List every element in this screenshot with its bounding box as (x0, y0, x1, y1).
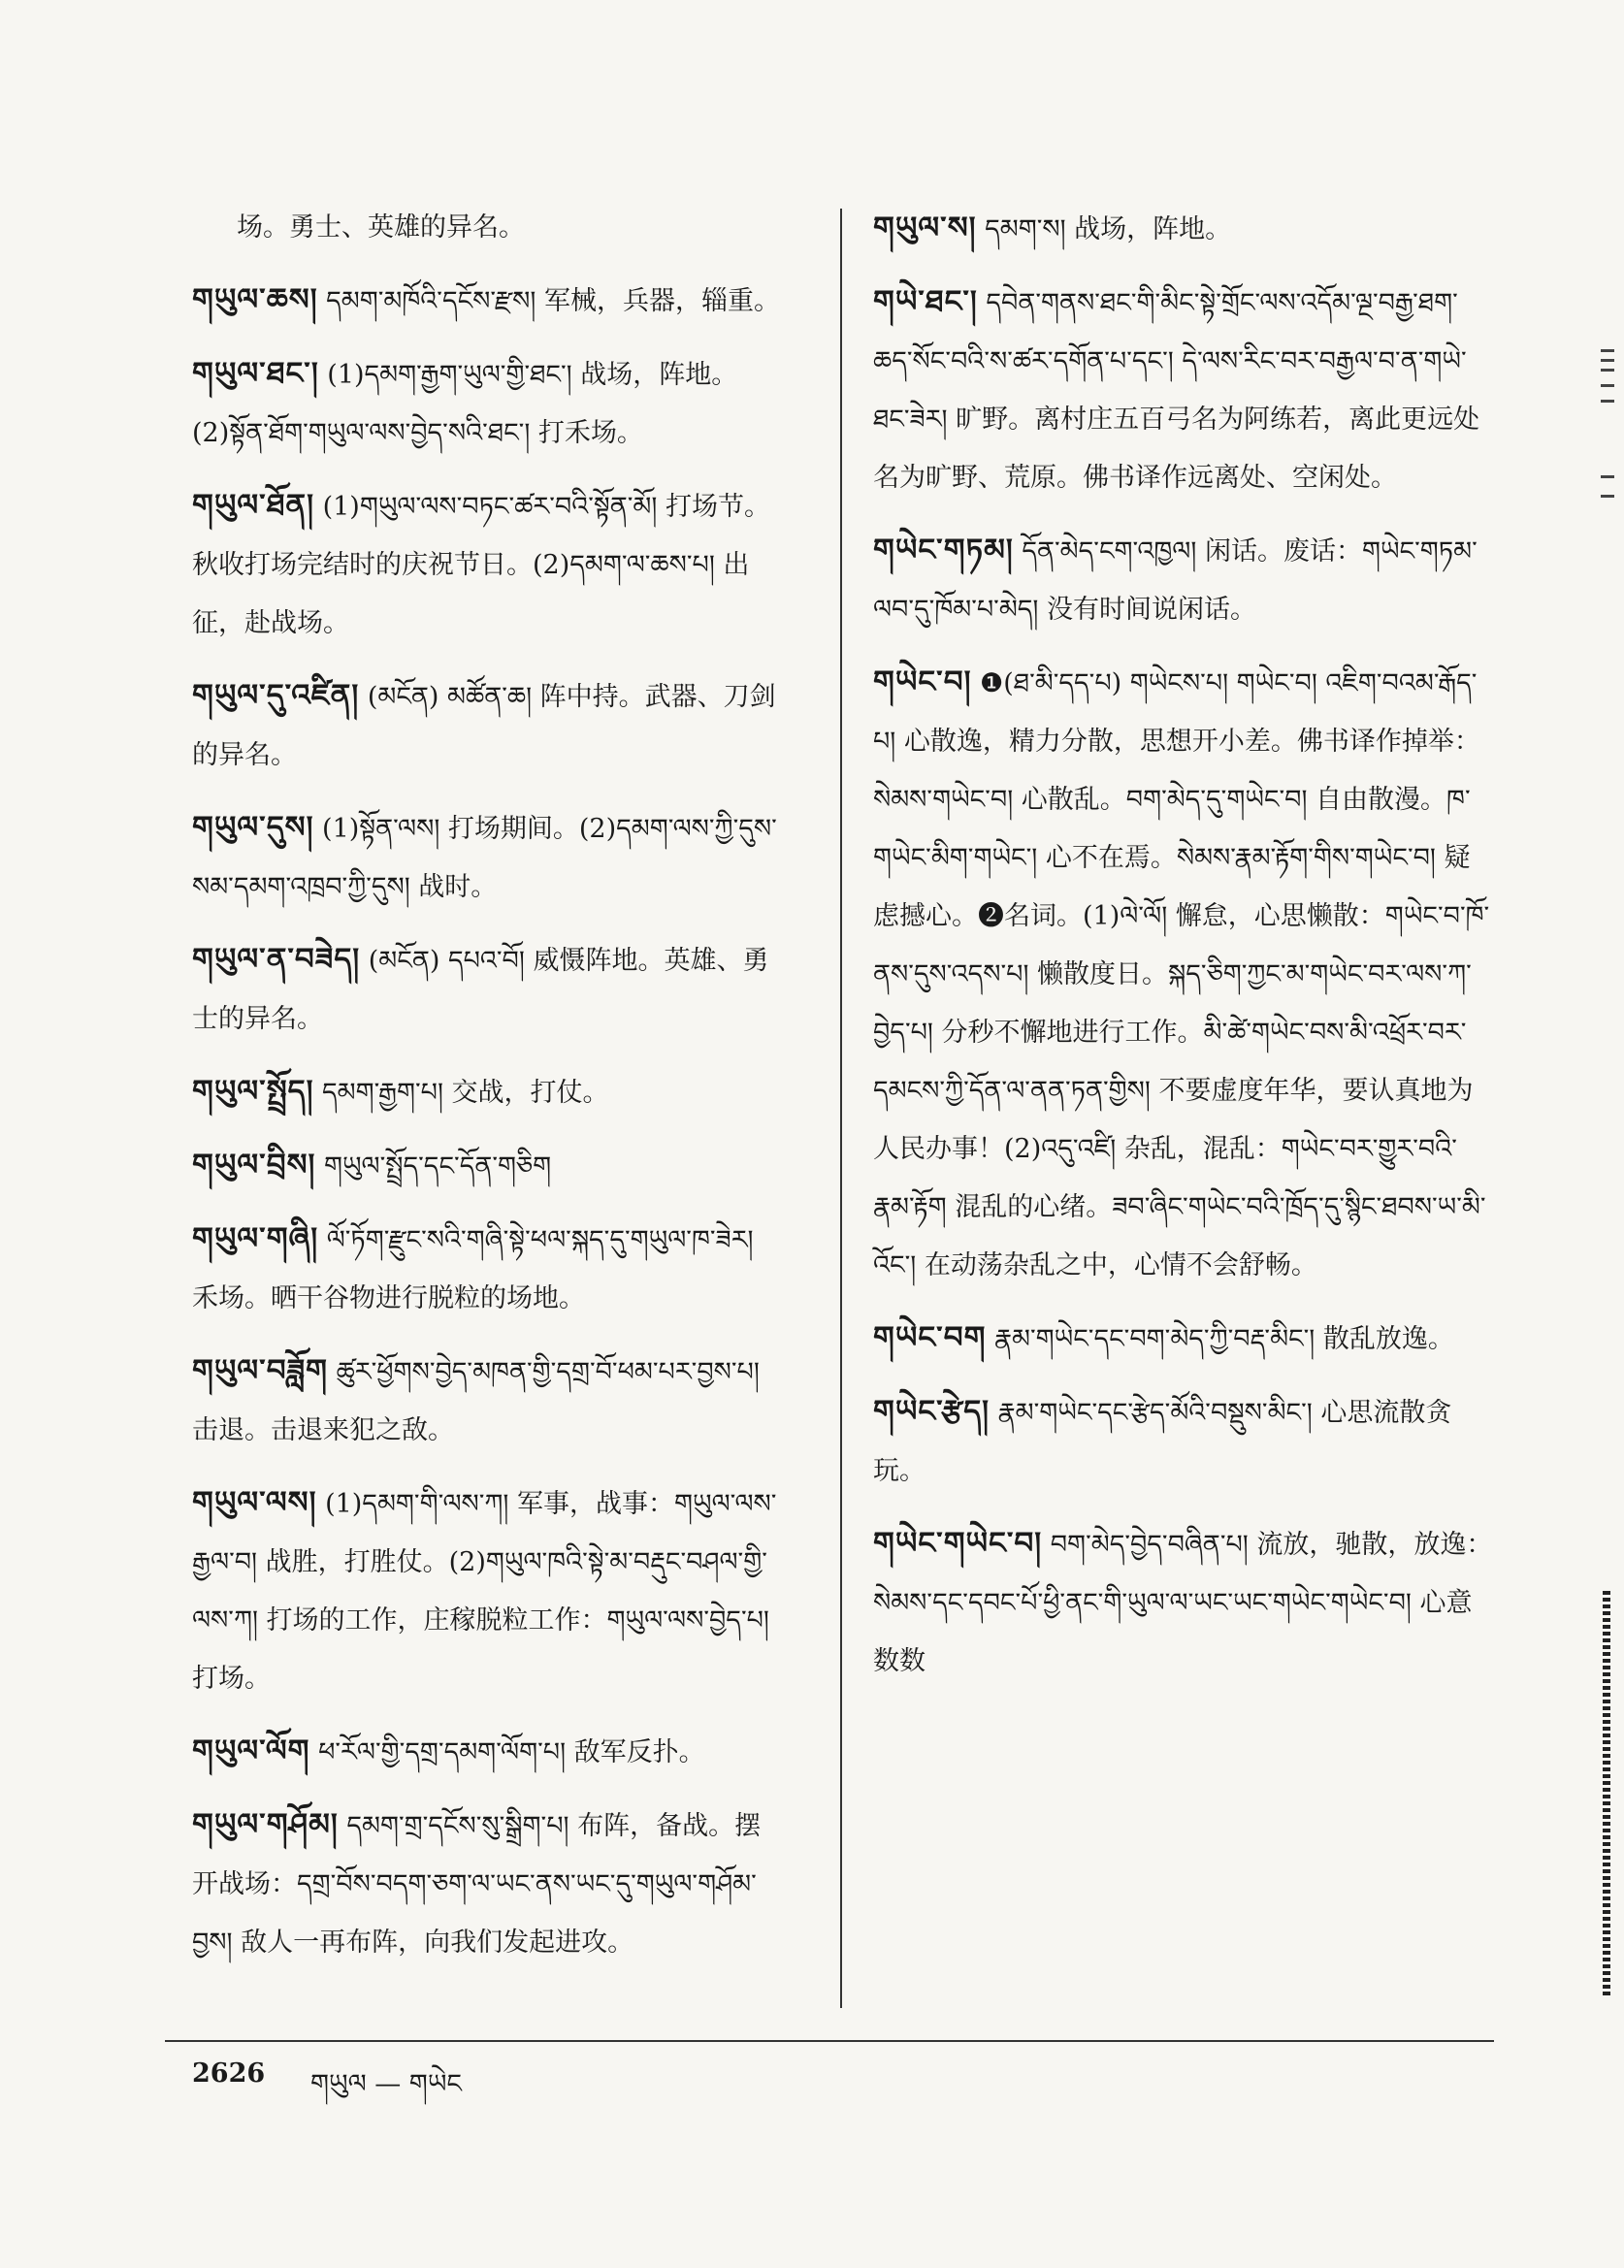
headword: གཡུལ་ཐོན། (192, 488, 314, 523)
dictionary-entry (873, 521, 1494, 639)
entry-text: (1)དམག་རྒྱག་ཡུལ་གྱི་ཐང་། 战场，阵地。(2)སྟོན་ཐོག་གཡུལ་ལས་བྱེད་སའི་ཐང་། 打禾场。 (192, 360, 738, 448)
right-column (873, 199, 1494, 1704)
left-column (192, 199, 784, 1986)
entry-text: དམག་མཁོའི་དངོས་རྫས། 军械，兵器，辎重。 (326, 286, 780, 316)
dictionary-entry (192, 1722, 784, 1782)
entry-text: དམག་རྒྱག་པ། 交战，打仗。 (322, 1078, 609, 1108)
column-divider (840, 209, 842, 2008)
headword: གཡུལ་གཤོམ། (192, 1807, 339, 1842)
headword: གཡུལ་སྤྲོད། (192, 1074, 314, 1109)
headword: གཡུལ་ཆས། (192, 282, 318, 317)
dictionary-entry (192, 271, 784, 331)
headword: གཡུལ་ན་བཟེད། (192, 942, 361, 977)
margin-ticks (1601, 349, 1614, 1998)
dictionary-entry (192, 798, 784, 917)
entry-text: གཡུལ་སྤྲོད་དང་དོན་གཅིག (323, 1151, 552, 1182)
dictionary-entry (192, 1796, 784, 1972)
headword: གཡུལ་བཟློག (192, 1353, 328, 1388)
entry-text: ཚུར་ཕྱོགས་བྱེད་མཁན་གྱི་དགྲ་བོ་ཕམ་པར་བྱས་པ། 击退。击退来犯之敌。 (192, 1357, 760, 1445)
footer-rule (165, 2040, 1494, 2042)
dictionary-entry (873, 653, 1494, 1295)
headword: གཡུལ་དུས། (192, 810, 314, 845)
entry-text: དབེན་གནས་ཐང་གི་མིང་སྟེ་གྲོང་ལས་འདོམ་ལྔ་བརྒྱ་ཐག་ཆད་སོང་བའི་ས་ཚར་དགོན་པ་དང་། དེ་ལས་རིང་བར་བརྒྱལ་བ་ན་གཡེ་ཐང་ཟེར། 旷野。离村庄五百弓名为阿练若，离此更远处名为旷野、荒原。佛书译作远离处、空闲处。 (873, 288, 1480, 493)
dictionary-entry (192, 1342, 784, 1460)
headword: གཡེང་རྩེད། (873, 1394, 991, 1429)
entry-text: ལོ་ཏོག་རྫུང་སའི་གཞི་སྟེ་ཕལ་སྐད་དུ་གཡུལ་ཁ་ཟེར། 禾场。晒干谷物进行脱粒的场地。 (192, 1225, 754, 1313)
entry-text: (1)སྟོན་ལས། 打场期间。(2)དམག་ལས་ཀྱི་དུས་སམ་དམག་འཁྲབ་ཀྱི་དུས། 战时。 (192, 814, 777, 902)
page-range: གཡུལ — གཡེང (310, 2069, 462, 2099)
entry-text: (1)གཡུལ་ལས་བཏང་ཚར་བའི་སྟོན་མོ། 打场节。秋收打场完结时的庆祝节日。(2)དམག་ལ་ཆས་པ། 出征，赴战场。 (192, 492, 770, 638)
entry-continuation (192, 199, 784, 257)
headword: གཡུལ་བྲིས། (192, 1148, 316, 1183)
dictionary-entry (192, 344, 784, 463)
entry-text: ཕ་རོལ་གྱི་དགྲ་དམག་ལོག་པ། 敌军反扑。 (318, 1737, 705, 1767)
headword: གཡེང་བ། (873, 664, 972, 699)
entry-text: (མངོན) མཚོན་ཆ། 阵中持。武器、刀剑的异名。 (192, 682, 776, 770)
dictionary-entry (873, 199, 1494, 259)
entry-text: བག་མེད་བྱེད་བཞིན་པ། 流放，驰散，放逸：སེམས་དང་དབང་པོ་ཕྱི་ནང་གི་ཡུལ་ལ་ཡང་ཡང་གཡེང་གཡེང་བ། 心意数数 (873, 1530, 1493, 1676)
entry-text: (1)དམག་གི་ལས་ཀ། 军事，战事：གཡུལ་ལས་རྒྱལ་བ། 战胜，打胜仗。(2)གཡུལ་ཁའི་སྟེ་མ་བརྡུང་བཤལ་གྱི་ལས་ཀ། 打场的工作，庄稼脱粒工作：གཡུལ་ལས་བྱེད་པ། 打场。 (192, 1489, 777, 1694)
entry-text: དམག་གྲ་དངོས་སུ་སྒྲིག་པ། 布阵，备战。摆开战场：དགྲ་བོས་བདག་ཅག་ལ་ཡང་ནས་ཡང་དུ་གཡུལ་གཤོམ་བྱས། 敌人一再布阵，向我们发起进攻。 (192, 1811, 762, 1958)
headword: གཡེ་ཐང་། (873, 284, 978, 319)
entry-text: ❶(ཐ་མི་དད་པ) གཡེངས་པ། གཡེང་བ། འཇིག་བའམ་རྒོད་པ། 心散逸，精力分散，思想开小差。佛书译作掉举：སེམས་གཡེང་བ། 心散乱。བག་མེད་དུ་གཡེང་བ། 自由散漫。ཁ་གཡེང་མིག་གཡེང་། 心不在焉。སེམས་རྣམ་རྟོག་གིས་གཡེང་བ། 疑虑撼心。❷名词。(1)ལེ་ལོ། 懈怠，心思懒散：གཡེང་བ་ཁོ་ནས་དུས་འདས་པ། 懒散度日。སྐད་ཅིག་ཀྱང་མ་གཡེང་བར་ལས་ཀ་བྱེད་པ། 分秒不懈地进行工作。མི་ཚེ་གཡེང་བས་མི་འཕྲོར་བར་དམངས་ཀྱི་དོན་ལ་ནན་ཏན་གྱིས། 不要虚度年华，要认真地为人民办事！(2)འདུ་འཛི། 杂乱，混乱：གཡེང་བར་གྱུར་བའི་རྣམ་རྟོག 混乱的心绪。ཟབ་ཞིང་གཡེང་བའི་ཁྲོད་དུ་སྙིང་ཐབས་ཡ་མི་འོང་། 在动荡杂乱之中，心情不会舒畅。 (873, 668, 1490, 1280)
entry-text: རྣམ་གཡེང་དང་རྩེད་མོའི་བསྡུས་མིང་། 心思流散贪玩。 (873, 1398, 1452, 1486)
headword: གཡེང་གཏམ། (873, 533, 1014, 567)
dictionary-entry (873, 273, 1494, 507)
headword: གཡུལ་དུ་འཛིན། (192, 678, 360, 713)
dictionary-entry (192, 1474, 784, 1708)
headword: གཡེང་གཡེང་བ། (873, 1526, 1043, 1561)
dictionary-entry (192, 930, 784, 1049)
dictionary-entry (873, 1309, 1494, 1369)
dictionary-entry (192, 1210, 784, 1328)
dictionary-entry (873, 1514, 1494, 1691)
headword: གཡེང་བག (873, 1320, 987, 1355)
dictionary-entry (192, 1062, 784, 1122)
headword: གཡུལ་ལས། (192, 1485, 317, 1520)
dictionary-entry (192, 666, 784, 785)
dictionary-entry (192, 476, 784, 653)
page-number: 2626 (192, 2058, 266, 2089)
headword: གཡུལ་ས། (873, 211, 977, 245)
dictionary-entry (873, 1382, 1494, 1501)
entry-text: དམག་ས། 战场，阵地。 (985, 214, 1232, 244)
entry-text: 场。勇士、英雄的异名。 (237, 212, 525, 243)
entry-text: དོན་མེད་ངག་འཁྱལ། 闲话。废话：གཡེང་གཏམ་ལབ་དུ་ཁོམ་པ་མེད། 没有时间说闲话。 (873, 536, 1478, 625)
entry-text: རྣམ་གཡེང་དང་བག་མེད་ཀྱི་བརྡ་མིང་། 散乱放逸。 (994, 1324, 1454, 1354)
headword: གཡུལ་ཐང་། (192, 356, 319, 391)
entry-text: (མངོན) དཔའ་བོ། 威慑阵地。英雄、勇士的异名。 (192, 946, 769, 1034)
dictionary-entry (192, 1136, 784, 1196)
headword: གཡུལ་ལོག (192, 1733, 310, 1768)
headword: གཡུལ་གཞི། (192, 1221, 319, 1256)
